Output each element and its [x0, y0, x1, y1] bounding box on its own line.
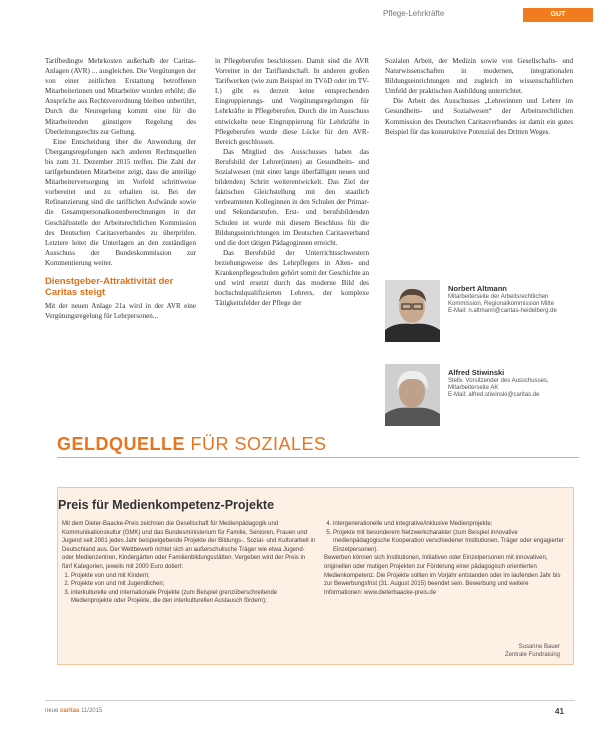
author-description: Mitarbeiterseite der Arbeitsrechtlichen Kommission, Regionalkommission Mitte E-Mail: n.altmann@caritas-heidelberg.de	[448, 294, 557, 315]
section-header-label: Pflege-Lehrkräfte	[383, 9, 445, 18]
signature-name: Susanne Bauer	[518, 644, 560, 650]
article-subheading: Dienstgeber-Attraktivität der Caritas steigt	[45, 275, 174, 298]
article-column-3	[385, 56, 573, 137]
paragraph: Sozialen Arbeit, der Medizin sowie von Gesellschafts- und Naturwissenschaften in modernen, integrationalen Bildungseinrichtungen und zugleich im wissenschaftlichen Umfeld der praktischen Ausbildung unterrichtet.	[385, 57, 573, 96]
author-description: Stellv. Vorsitzender des Ausschusses, Mitarbeiterseite AK E-Mail: alfred.stiwinski@caritas.de	[448, 378, 549, 399]
list-item: 5. Projekte mit besonderem Netzwerkcharakter (zum Beispiel innovative medienpädagogische Kooperation verschiedener Institutionen, Träger oder engagierter Einzelpersonen).	[333, 529, 568, 555]
list-item: 4. intergenerationelle und integrative/inklusive Medienprojekte;	[333, 520, 568, 529]
author-photo-stiwinski	[385, 364, 440, 426]
paragraph: in Pflegeberufen beschlossen. Damit sind die AVR Vorreiter in der Tariflandschaft. In anderen großen Tarifwerken (wie zum Beispiel im TVöD oder im TV-L) gibt es derzeit keine entsprechenden Eingruppierungs- und Vergütungsregelungen für Lehrkräfte in Pflegeberufen. Durch die im Ausschuss entwickelte neue Eingruppierung für Lehrkräfte in Pflegeberufen wurde diese Lücke für den AVR-Bereich geschlossen.	[215, 57, 369, 146]
footer-divider	[45, 700, 575, 701]
category-list	[62, 572, 316, 606]
author-photo-altmann	[385, 280, 440, 342]
list-item: 3. interkulturelle und internationale Projekte (zum Beispiel grenzüberschreitende Medienprojekte oder Projekte, die den interkulturellen Austausch fördern);	[71, 589, 316, 606]
author-info-altmann	[448, 284, 578, 316]
info-box-column-left	[62, 520, 316, 606]
section-banner	[57, 434, 327, 455]
author-name: Norbert Altmann	[448, 284, 507, 293]
footer-magazine	[45, 708, 102, 714]
banner-rest: FÜR SOZIALES	[190, 434, 327, 454]
banner-bold: GELDQUELLE	[57, 434, 186, 454]
article-column-1	[45, 56, 196, 321]
section-tab: GUT	[523, 8, 593, 22]
paragraph: Das Berufsbild der Unterrichtsschwestern beziehungsweise des Lehrpflegers in Alten- und Krankenpflegeschulen gehört somit der Geschichte an und wird ersetzt durch das moderne Bild des hochschulqualifizierten Lehrers, der komplexe Tätigkeitsfelder der Pflege der	[215, 248, 369, 308]
page-number: 41	[555, 707, 564, 716]
signature-role: Zentrale Fundraising	[504, 652, 560, 658]
category-list-continued	[324, 520, 568, 554]
info-box-outro: Bewerben können sich Institutionen, Initiativen oder Einzelpersonen mit innovativen, originellen oder mutigen Projekten zur Förderung einer pädagogisch orientierten Medienkompetenz. Die Projekte sollten im Vorjahr entstanden oder im laufenden Jahr bis zur Bewerbungsfrist (31. August 2015) beendet sein. Bewerbung und weitere Informationen: www.dieterbaacke-preis.de	[324, 555, 561, 596]
list-item: 2. Projekte von und mit Jugendlichen;	[71, 580, 316, 589]
banner-divider	[57, 457, 579, 458]
footer-issue: 11/2015	[81, 708, 103, 714]
paragraph: Tarifbedingte Mehrkosten außerhalb der Caritas-Anlagen (AVR) ... ausgleichen. Die Vergütungen der von einer zeitlichen Erstattung betroffenen Mitarbeiterinnen und Mitarbeiter wurden erhöht; die Ansprüche aus Rechtsverordnung bleiben unberührt, Durch die Neuregelung kommt eine für die Mitarbeitenden günstigere Regelung des Überleitungsrechts zur Geltung.	[45, 57, 196, 136]
signature	[380, 643, 560, 659]
paragraph: Das Mitglied des Ausschusses haben das Berufsbild der Lehrer(innen) an Gesundheits- und Sozialwesen (mit einer lange überfälligen neuen und bildenden) Schritt weiterentwickelt. Das Ziel der faktischen Gleichstellung mit den staatlich verbeamteten Kolleginnen in den Schulen der Primar- und Sekundarstufen. Erst- und berufsbildenden Schulen ist wurde mit diesem Beschluss für die Bildungseinrichtungen im Deutschen Caritasverband und die dort tätigen Pädagoginnen erreicht.	[215, 147, 369, 247]
footer-magazine-name: caritas	[60, 708, 80, 714]
list-item: 1. Projekte von und mit Kindern;	[71, 572, 316, 581]
info-box-title: Preis für Medienkompetenz-Projekte	[58, 498, 275, 512]
article-column-2	[215, 56, 369, 308]
paragraph: Mit der neuen Anlage 21a wird in der AVR eine Vergütungsregelung für Lehrpersonen...	[45, 301, 196, 321]
author-name: Alfred Stiwinski	[448, 368, 505, 377]
paragraph: Die Arbeit des Ausschusses „Lehrerinnen und Lehrer im Gesundheits- und Sozialwesen“ der Arbeitsrechtlichen Kommission des Deutschen Caritasverbandes ist damit ein gutes Beispiel für das konstruktive Potenzial des Dritten Weges.	[385, 97, 573, 136]
author-info-stiwinski	[448, 368, 578, 400]
info-box-intro: Mit dem Dieter-Baacke-Preis zeichnen die Gesellschaft für Medienpädagogik und Kommunikationskultur (GMK) und das Bundesministerium für Familie, Senioren, Frauen und Jugend seit 2001 jedes Jahr beispielgebende Projekte der Bildungs-, Sozial- und Kulturarbeit in Deutschland aus. Der Wettbewerb richtet sich an außerschulische Träger wie etwa Jugend- oder Medienzentren, Kindergärten oder Familienbildungsstätten. Vergeben wird der Preis in fünf Kategorien, jeweils mit 2000 Euro dotiert:	[62, 521, 316, 570]
info-box-column-right	[324, 520, 568, 597]
footer-prefix: neue	[45, 708, 59, 714]
paragraph: Eine Entscheidung über die Anwendung der Übergangsregelungen nach anderen Rechtsquellen bis zum 31. Dezember 2015 treffen. Die Zahl der tarifgebundenen Mitarbeiter zeigt, dass die anteilige Mitarbeiterversorgung im Vorfeld schrittweise vorbereitet und zu erhalten ist. Bei der Refinanzierung sind die tariflichen Aufwände sowie die Gesamtpersonalkostenberechnungen in der Geschäftsstelle der Arbeitsrechtlichen Kommission des Deutschen Caritasverbandes zu überprüfen. Letztere leitet die Unterlagen an den zuständigen Ausschuss der Bundeskommission zur Kommentierung weiter.	[45, 137, 196, 267]
